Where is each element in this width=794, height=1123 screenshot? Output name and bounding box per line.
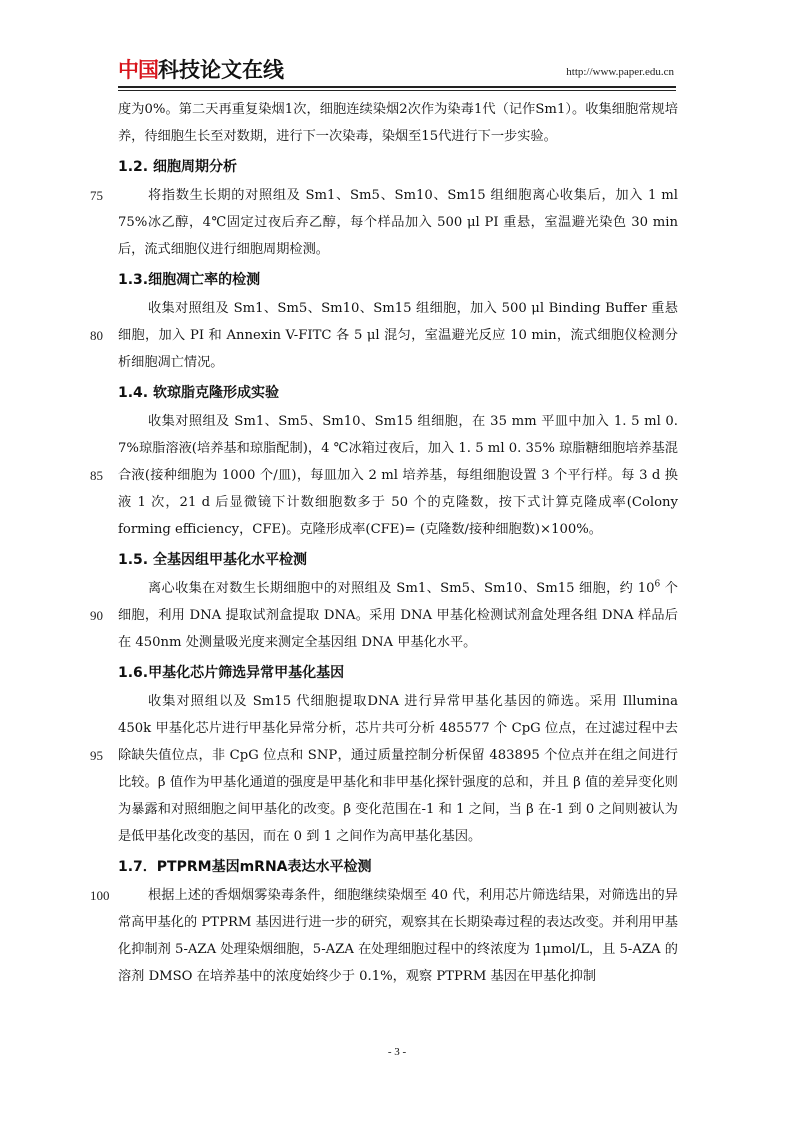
- logo-black-text: 科技论文在线: [158, 58, 284, 82]
- paragraph-continued: 度为0%。第二天再重复染烟1次，细胞连续染烟2次作为染毒1代（记作Sm1）。收集细胞常规培养，待细胞生长至对数期，进行下一次染毒，染烟至15代进行下一步实验。: [118, 102, 678, 144]
- section-heading-1-6: 1.6.甲基化芯片筛选异常甲基化基因: [118, 665, 345, 681]
- header-url: http://www.paper.edu.cn: [566, 66, 674, 78]
- paragraph-global-methylation: [90, 575, 678, 656]
- paragraph-methylation-chip: [90, 688, 678, 850]
- line-number-95: 95: [90, 748, 103, 763]
- paragraph-apoptosis: [90, 295, 678, 376]
- paragraph-cell-cycle: [90, 182, 678, 263]
- paragraph-ptprm: [90, 882, 678, 990]
- section-heading-1-3: 1.3.细胞凋亡率的检测: [118, 272, 261, 288]
- paragraph-soft-agar-text: 收集对照组及 Sm1、Sm5、Sm10、Sm15 组细胞，在 35 mm 平皿中加入 1. 5 ml 0. 7%琼脂溶液(培养基和琼脂配制)，4 ℃冰箱过夜后，加入 1. 5 ml 0. 35% 琼脂糖细胞培养基混合液(接种细胞为 1000 个/皿)，每皿加入 2 ml 培养基，每组细胞设置 3 个平行样。每 3 d 换液 1 次，21 d 后显微镜下计数细胞数多于 50 个的克隆数，按下式计算克隆成率(Colony forming efficiency，CFE)。克隆形成率(CFE)= (克隆数/接种细胞数)×100%。: [118, 414, 678, 537]
- page-content: [90, 96, 678, 990]
- section-heading-1-4: 1.4. 软琼脂克隆形成实验: [118, 385, 279, 401]
- paragraph-soft-agar: [90, 408, 678, 543]
- section-heading-1-2: 1.2. 细胞周期分析: [118, 159, 237, 175]
- paragraph-global-methylation-text-a: 离心收集在对数生长期细胞中的对照组及 Sm1、Sm5、Sm10、Sm15 细胞，约 10: [148, 581, 655, 596]
- section-heading-1-7: 1.7．PTPRM基因mRNA表达水平检测: [118, 859, 372, 875]
- header-rule-thin: [118, 90, 676, 91]
- paragraph-ptprm-text: 根据上述的香烟烟雾染毒条件，细胞继续染烟至 40 代，利用芯片筛选结果，对筛选出的异常高甲基化的 PTPRM 基因进行进一步的研究，观察其在长期染毒过程的表达改变。并利用甲基化抑制剂 5-AZA 处理染烟细胞，5-AZA 在处理细胞过程中的终浓度为 1μmol/L，且 5-AZA 的溶剂 DMSO 在培养基中的浓度始终少于 0.1%，观察 PTPRM 基因在甲基化抑制: [118, 888, 678, 984]
- paragraph-methylation-chip-text: 收集对照组以及 Sm15 代细胞提取DNA 进行异常甲基化基因的筛选。采用 Illumina 450k 甲基化芯片进行甲基化异常分析，芯片共可分析 485577 个 CpG 位点，在过滤过程中去除缺失值位点，非 CpG 位点和 SNP，通过质量控制分析保留 483895 个位点并在组之间进行比较。β 值作为甲基化通道的强度是甲基化和非甲基化探针强度的总和，并且 β 值的差异变化则为暴露和对照细胞之间甲基化的改变。β 变化范围在-1 和 1 之间，当 β 在-1 到 0 之间则被认为是低甲基化改变的基因，而在 0 到 1 之间作为高甲基化基因。: [118, 694, 678, 844]
- superscript-exponent: 6: [654, 579, 661, 590]
- paragraph-cell-cycle-text: 将指数生长期的对照组及 Sm1、Sm5、Sm10、Sm15 组细胞离心收集后，加入 1 ml 75%冰乙醇，4℃固定过夜后弃乙醇，每个样品加入 500 μl PI 重悬，室温避光染色 30 min 后，流式细胞仪进行细胞周期检测。: [118, 188, 678, 257]
- line-number-80: 80: [90, 328, 103, 343]
- header-rule: [118, 86, 676, 88]
- line-number-90: 90: [90, 608, 103, 623]
- line-number-100: 100: [90, 888, 110, 903]
- journal-logo: [118, 58, 284, 84]
- paragraph-global-methylation-text-b: 个细胞，利用 DNA 提取试剂盒提取 DNA。采用 DNA 甲基化检测试剂盒处理各组 DNA 样品后在 450nm 处测量吸光度来测定全基因组 DNA 甲基化水平。: [118, 581, 678, 650]
- line-number-85: 85: [90, 468, 103, 483]
- line-number-75: 75: [90, 188, 103, 203]
- paragraph-apoptosis-text: 收集对照组及 Sm1、Sm5、Sm10、Sm15 组细胞，加入 500 μl Binding Buffer 重悬细胞，加入 PI 和 Annexin V-FITC 各 5 μl 混匀，室温避光反应 10 min，流式细胞仪检测分析细胞凋亡情况。: [118, 301, 678, 370]
- page-number: - 3 -: [387, 1046, 407, 1058]
- logo-red-text: 中国: [118, 58, 158, 82]
- section-heading-1-5: 1.5. 全基因组甲基化水平检测: [118, 552, 307, 568]
